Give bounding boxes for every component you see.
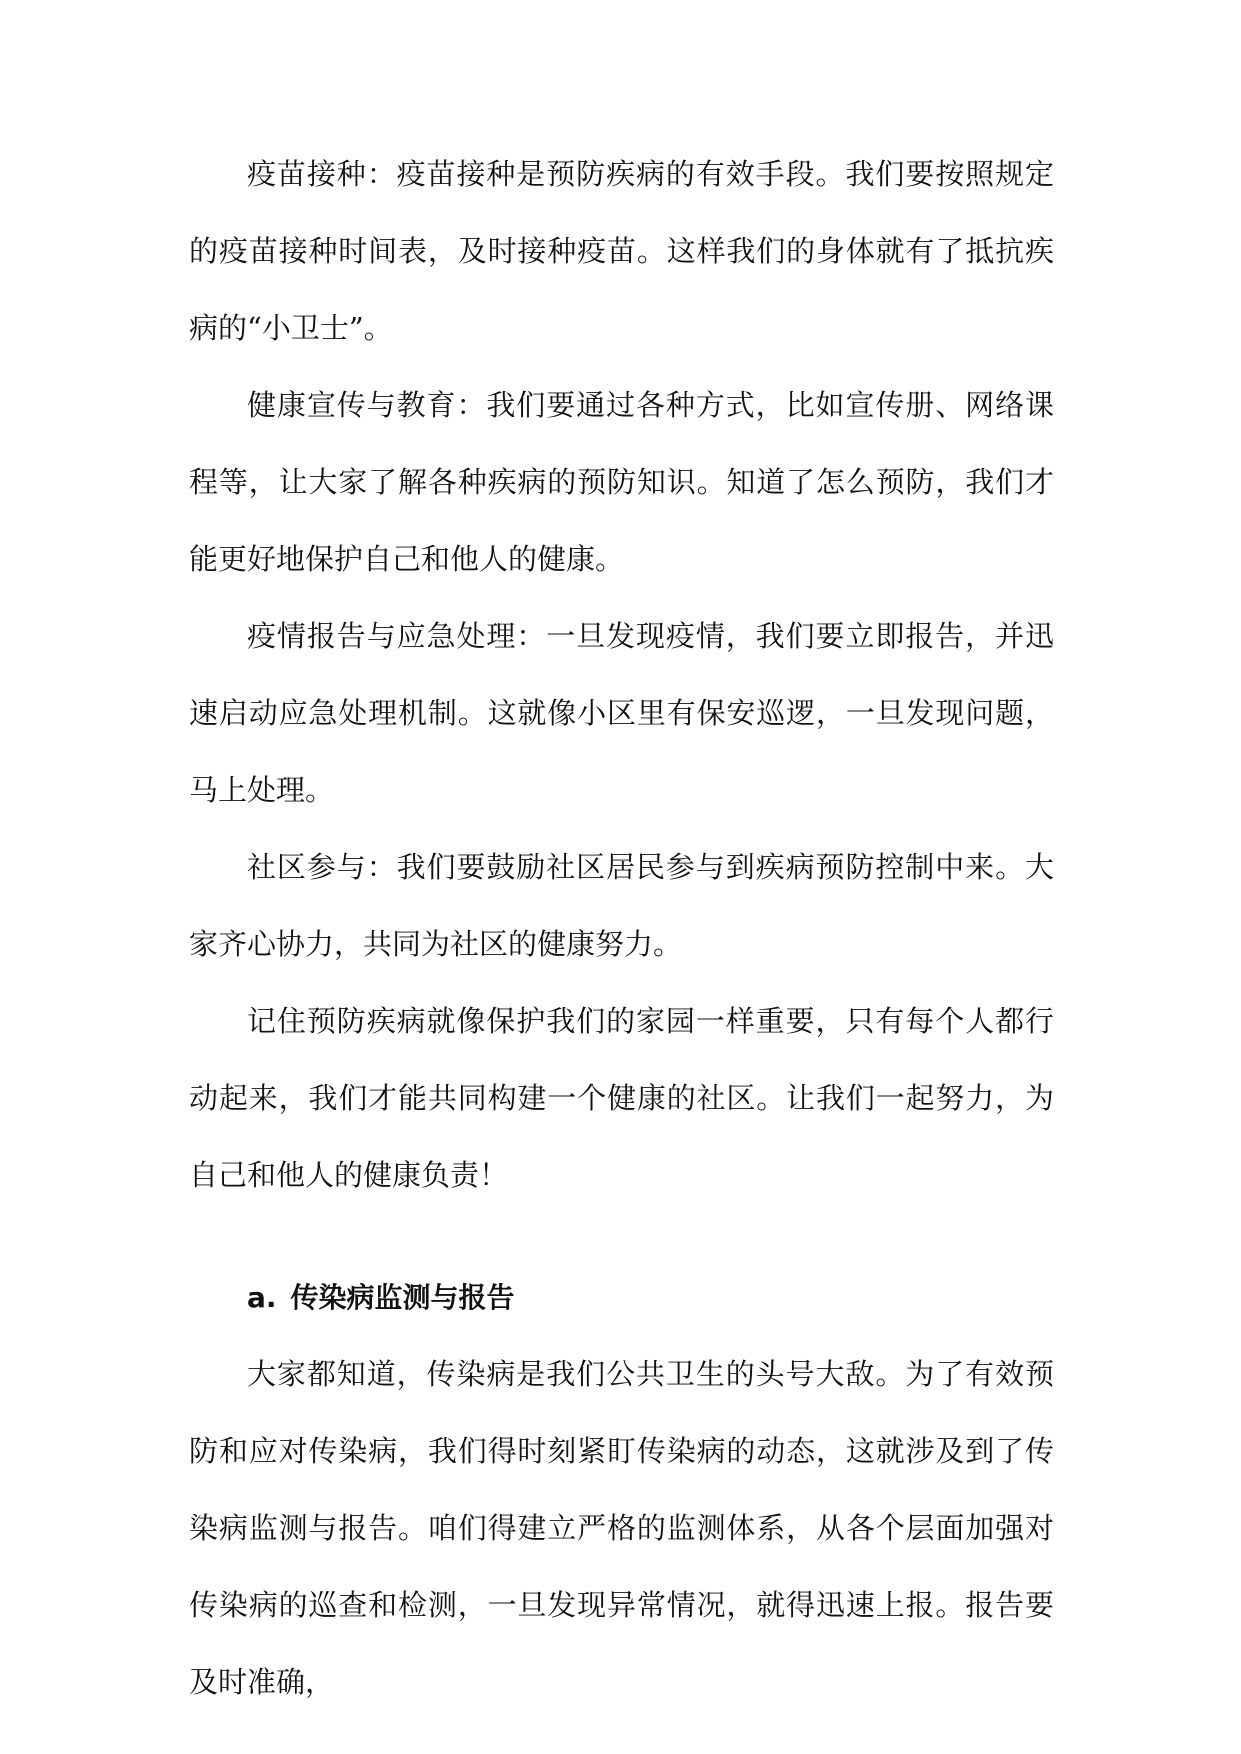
paragraph-community-participation: 社区参与：我们要鼓励社区居民参与到疾病预防控制中来。大家齐心协力，共同为社区的健康努力。 — [189, 850, 1054, 961]
section-heading — [189, 1259, 1054, 1336]
paragraph-conclusion: 记住预防疾病就像保护我们的家园一样重要，只有每个人都行动起来，我们才能共同构建一个健康的社区。让我们一起努力，为自己和他人的健康负责！ — [189, 1004, 1054, 1192]
document-body — [189, 136, 1054, 1721]
paragraph-health-education: 健康宣传与教育：我们要通过各种方式，比如宣传册、网络课程等，让大家了解各种疾病的预防知识。知道了怎么预防，我们才能更好地保护自己和他人的健康。 — [189, 388, 1054, 576]
paragraph-epidemic-report: 疫情报告与应急处理：一旦发现疫情，我们要立即报告，并迅速启动应急处理机制。这就像小区里有保安巡逻，一旦发现问题，马上处理。 — [189, 619, 1054, 807]
paragraph-vaccination: 疫苗接种：疫苗接种是预防疾病的有效手段。我们要按照规定的疫苗接种时间表，及时接种疫苗。这样我们的身体就有了抵抗疾病的“小卫士”。 — [189, 157, 1054, 345]
section-marker: a. — [247, 1281, 277, 1314]
section-title: 传染病监测与报告 — [290, 1281, 515, 1314]
paragraph-infectious-disease-monitoring: 大家都知道，传染病是我们公共卫生的头号大敌。为了有效预防和应对传染病，我们得时刻紧盯传染病的动态，这就涉及到了传染病监测与报告。咱们得建立严格的监测体系，从各个层面加强对传染病的巡查和检测，一旦发现异常情况，就得迅速上报。报告要及时准确， — [189, 1357, 1054, 1699]
